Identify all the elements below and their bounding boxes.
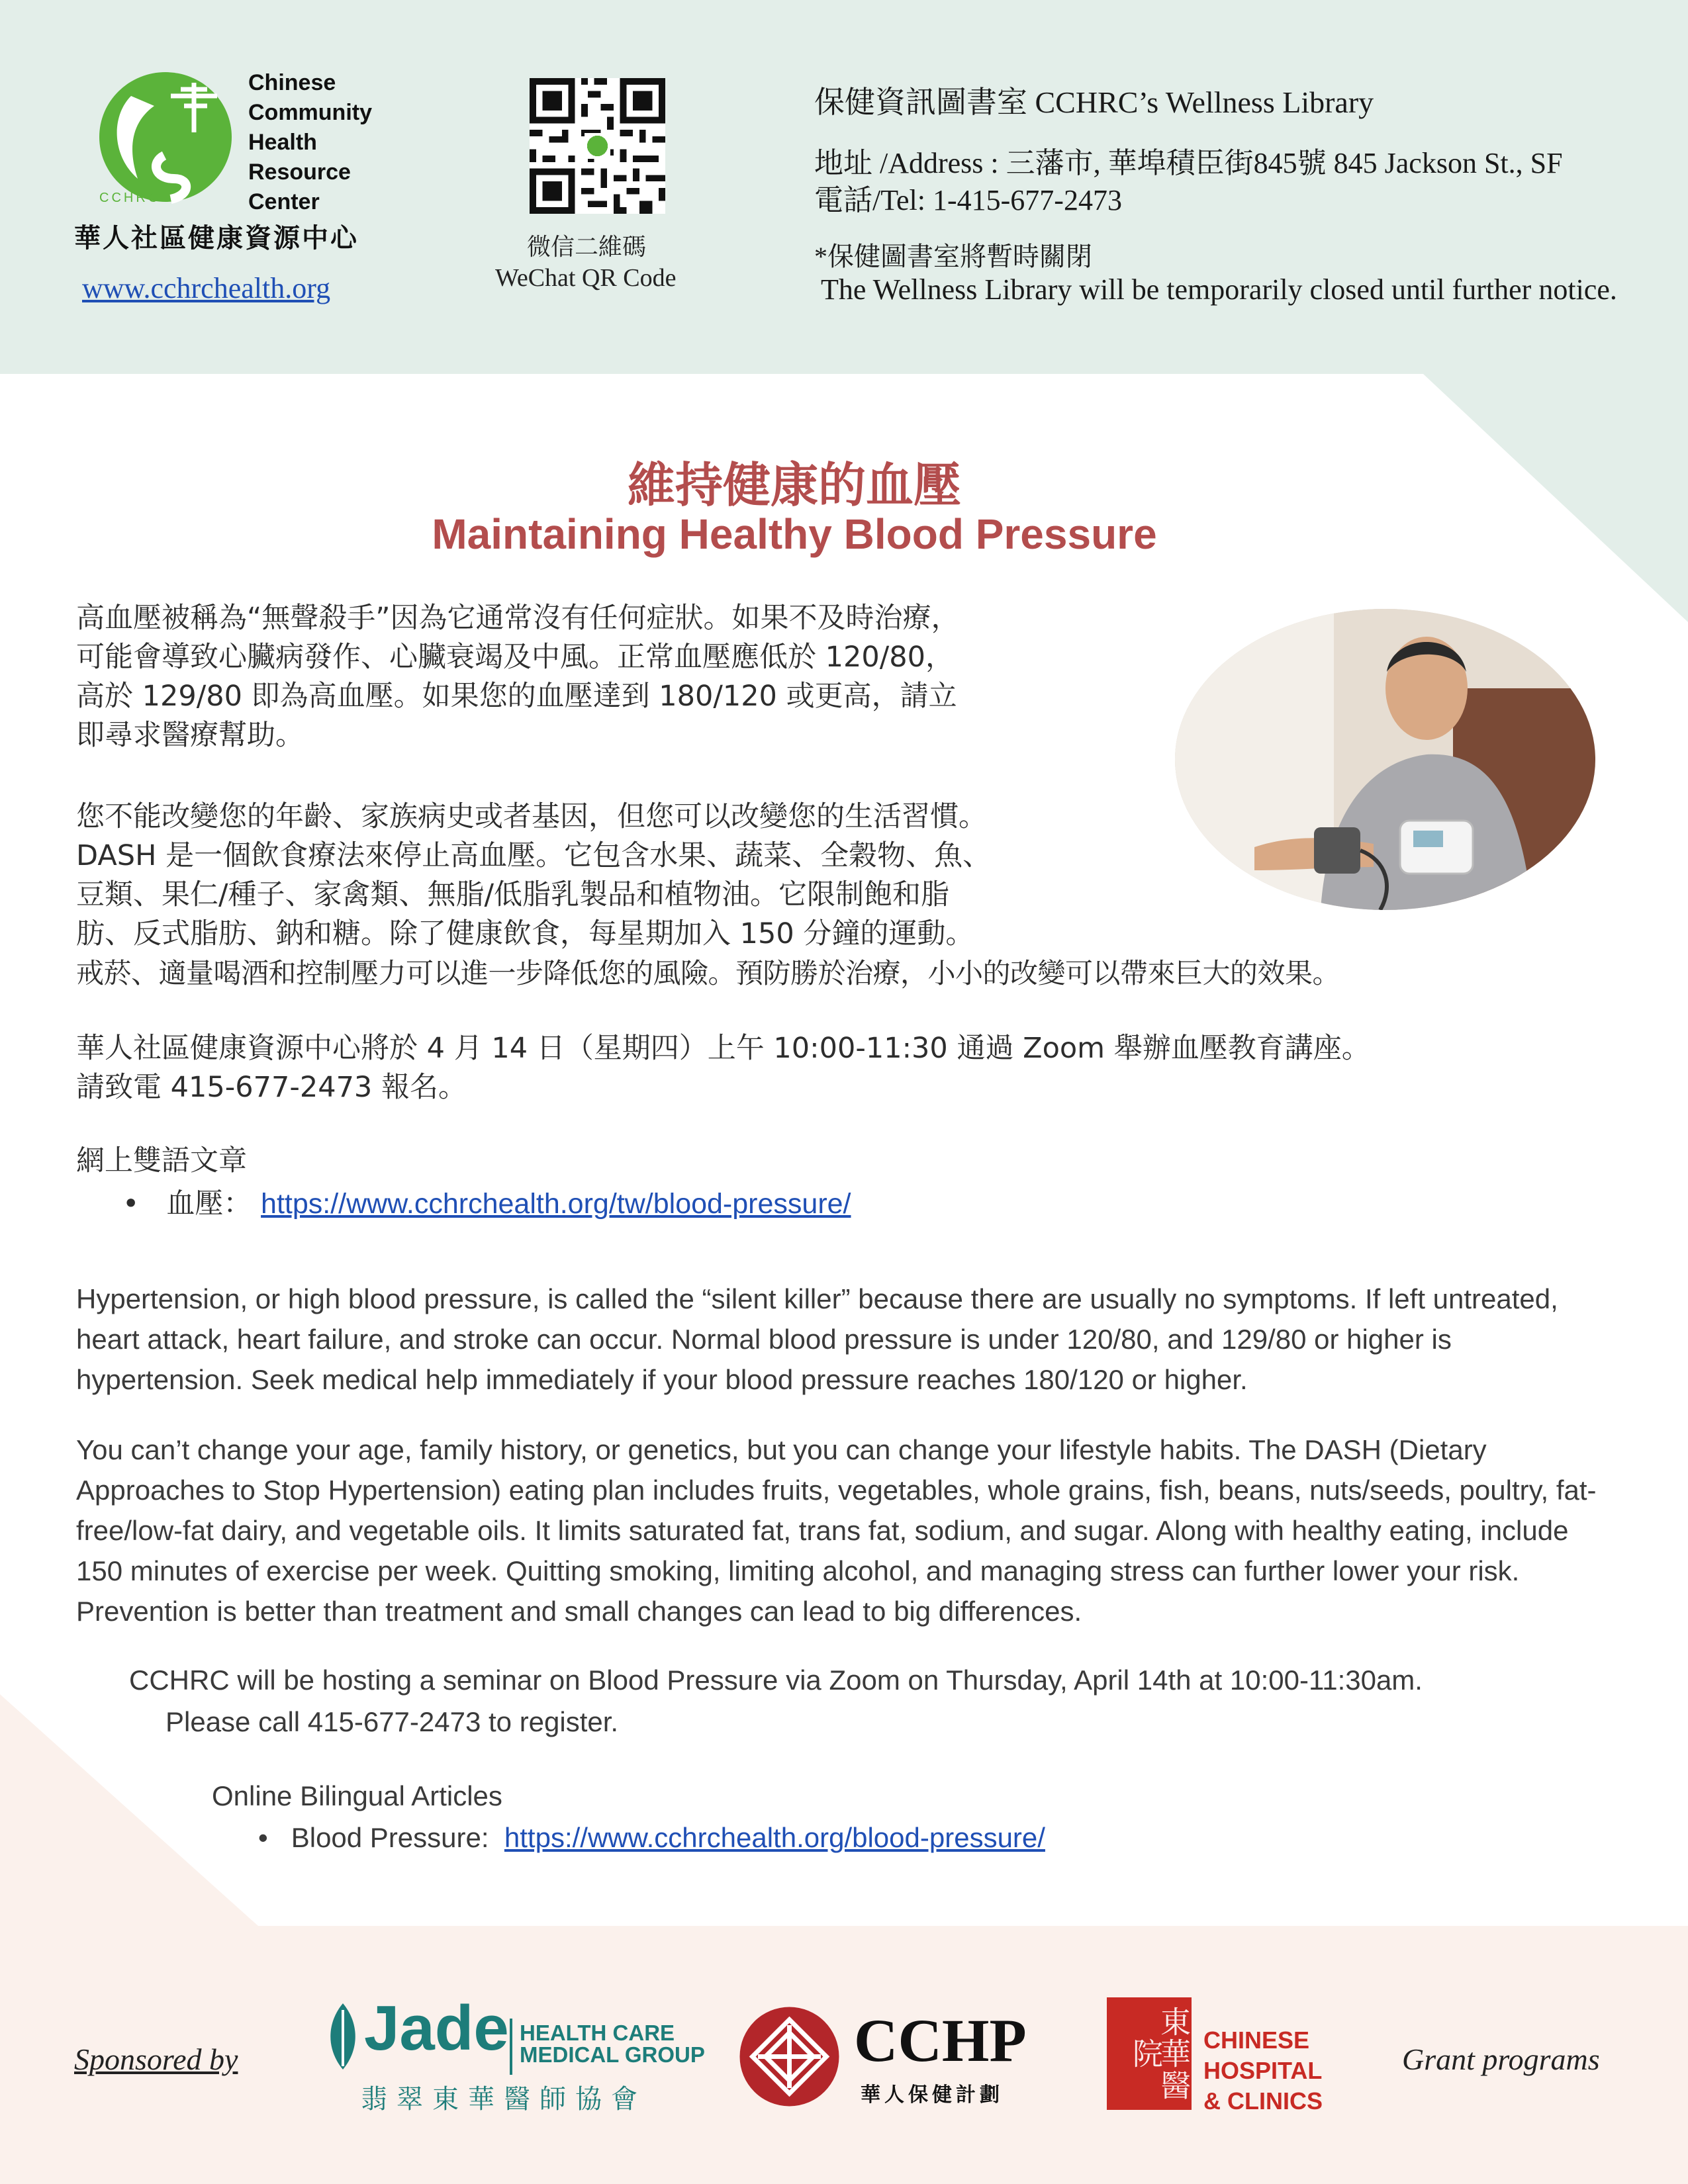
chinese-hospital-seal: 東華醫院 <box>1107 1997 1192 2110</box>
zh-p1-line: 即尋求醫療幫助。 <box>76 719 304 752</box>
org-name-en: Chinese Community Health Resource Center <box>248 70 372 214</box>
qr-label-zh: 微信二維碼 <box>527 234 647 261</box>
en-article-label: Blood Pressure: <box>291 1822 489 1853</box>
chinese-hospital-name: CHINESE HOSPITAL & CLINICS <box>1203 2026 1323 2115</box>
jade-leaf-icon <box>323 2000 363 2073</box>
library-title: 保健資訊圖書室 CCHRC’s Wellness Library <box>814 85 1374 119</box>
org-abbreviation: CCHRC <box>99 191 161 205</box>
org-name-zh: 華人社區健康資源中心 <box>74 222 359 253</box>
zh-p3-line: 華人社區健康資源中心將於 4 月 14 日（星期四）上午 10:00-11:30 通過 Zoom 舉辦血壓教育講座。 <box>76 1032 1370 1065</box>
library-notice-en: The Wellness Library will be temporarily closed until further notice. <box>821 273 1617 306</box>
grant-programs-label: Grant programs <box>1402 2042 1600 2076</box>
zh-p1-line: 可能會導致心臟病發作、心臟衰竭及中風。正常血壓應低於 120/80， <box>76 641 954 674</box>
qr-label-en: WeChat QR Code <box>495 264 677 292</box>
jade-subtitle: HEALTH CARE MEDICAL GROUP <box>520 2021 705 2067</box>
zh-paragraph-2 <box>76 797 1340 993</box>
cchp-name-zh: 華人保健計劃 <box>861 2084 1004 2106</box>
zh-p2-line: 豆類、果仁/種子、家禽類、無脂/低脂乳製品和植物油。它限制飽和脂 <box>76 878 949 911</box>
cchp-emblem-icon <box>738 2005 841 2108</box>
cchp-logo-text: CCHP <box>854 2007 1027 2074</box>
en-paragraph-1 <box>76 1279 1612 1400</box>
library-phone: 電話/Tel: 1-415-677-2473 <box>814 184 1122 216</box>
library-address: 地址 /Address : 三藩市, 華埠積臣街845號 845 Jackson St., SF <box>814 147 1563 179</box>
en-articles-heading: Online Bilingual Articles <box>212 1780 502 1811</box>
zh-p1-line: 高於 129/80 即為高血壓。如果您的血壓達到 180/120 或更高，請立 <box>76 680 957 713</box>
zh-p1-line: 高血壓被稱為“無聲殺手”因為它通常沒有任何症狀。如果不及時治療， <box>76 602 960 635</box>
en-seminar-line-2: Please call 415-677-2473 to register. <box>165 1706 619 1737</box>
zh-article-label: 血壓： <box>166 1187 252 1220</box>
page-title-en: Maintaining Healthy Blood Pressure <box>432 510 1157 558</box>
zh-article-item <box>122 1185 851 1224</box>
en-seminar-line-1: CCHRC will be hosting a seminar on Blood Pressure via Zoom on Thursday, April 14th at 10:00-11:30am. <box>129 1664 1423 1696</box>
cchrc-logo-icon <box>91 69 240 205</box>
zh-paragraph-3 <box>76 1029 1370 1107</box>
en-article-item <box>258 1817 1688 1858</box>
zh-article-link[interactable]: https://www.cchrchealth.org/tw/blood-pressure/ <box>261 1188 851 1220</box>
bullet-icon: • <box>258 1822 291 1853</box>
page-title-zh: 維持健康的血壓 <box>627 457 961 513</box>
zh-articles-heading: 網上雙語文章 <box>76 1144 247 1177</box>
library-notice-zh: *保健圖書室將暫時關閉 <box>814 242 1092 271</box>
en-article-link[interactable]: https://www.cchrchealth.org/blood-pressure/ <box>504 1822 1045 1853</box>
zh-paragraph-1 <box>76 599 960 755</box>
wechat-qr-code-icon <box>530 78 665 214</box>
en-p1-text: Hypertension, or high blood pressure, is called the “silent killer” because there are usually no symptoms. If left untreated, heart attack, heart failure, and stroke can occur. Normal blood pressure is under 120/80, and 129/80 or higher is hypertension. Seek medical help immediately if your blood pressure reaches 180/120 or higher. <box>76 1283 1558 1395</box>
website-link[interactable]: www.cchrchealth.org <box>82 272 331 304</box>
zh-p3-line: 請致電 415-677-2473 報名。 <box>76 1071 467 1104</box>
bullet-icon: • <box>122 1187 167 1220</box>
jade-name-zh: 翡翠東華醫師協會 <box>361 2084 647 2115</box>
zh-p2-line: 您不能改變您的年齡、家族病史或者基因，但您可以改變您的生活習慣。 <box>76 800 987 833</box>
en-paragraph-2 <box>76 1430 1612 1631</box>
zh-p2-line: DASH 是一個飲食療法來停止高血壓。它包含水果、蔬菜、全穀物、魚、 <box>76 839 992 872</box>
sponsored-by-label: Sponsored by <box>74 2042 238 2076</box>
zh-p2-line: 戒菸、適量喝酒和控制壓力可以進一步降低您的風險。預防勝於治療，小小的改變可以帶來巨大的效果。 <box>76 957 1340 989</box>
en-p2-text: You can’t change your age, family history, or genetics, but you can change your lifestyle habits. The DASH (Dietary Approaches to Stop Hypertension) eating plan includes fruits, vegetables, whole grains, fish, beans, nuts/seeds, poultry, fat-free/low-fat dairy, and vegetable oils. It limits saturated fat, trans fat, sodium, and sugar. Along with healthy eating, include 150 minutes of exercise per week. Quitting smoking, limiting alcohol, and managing stress can further lower your risk. Prevention is better than treatment and small changes can lead to big differences. <box>76 1434 1597 1627</box>
jade-logo-text: Jade <box>364 1993 509 2064</box>
zh-p2-line: 肪、反式脂肪、鈉和糖。除了健康飲食，每星期加入 150 分鐘的運動。 <box>76 917 974 950</box>
jade-divider <box>510 2019 512 2075</box>
